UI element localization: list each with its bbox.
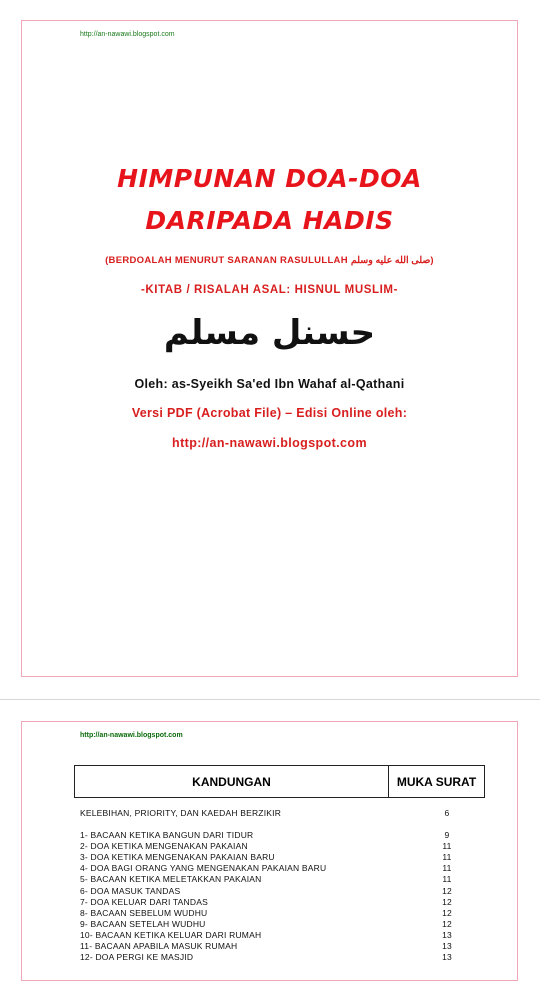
toc-row-label: 6- DOA MASUK TANDAS [80,886,181,896]
toc-row-page: 12 [442,886,452,896]
blog-url-link[interactable]: http://an-nawawi.blogspot.com [172,436,367,450]
toc-row-page: 11 [442,852,452,862]
toc-row-label: 10- BACAAN KETIKA KELUAR DARI RUMAH [80,930,262,940]
toc-row-page: 6 [444,808,450,818]
page-separator [0,699,540,700]
document-page-1 [21,20,518,677]
document-page-2 [21,721,518,981]
toc-row-label: 5- BACAAN KETIKA MELETAKKAN PAKAIAN [80,874,262,884]
toc-row-label: 7- DOA KELUAR DARI TANDAS [80,897,208,907]
toc-row-page: 11 [442,841,452,851]
toc-row-label: 1- BACAAN KETIKA BANGUN DARI TIDUR [80,830,254,840]
toc-row-page: 12 [442,908,452,918]
toc-row-page: 11 [442,863,452,873]
toc-row-page: 12 [442,919,452,929]
toc-row-label: 12- DOA PERGI KE MASJID [80,952,194,962]
toc-row-label: KELEBIHAN, PRIORITY, DAN KAEDAH BERZIKIR [80,808,282,818]
header-url[interactable]: http://an-nawawi.blogspot.com [80,31,175,38]
toc-row-page: 11 [442,874,452,884]
header-url[interactable]: http://an-nawawi.blogspot.com [80,732,183,739]
author-line: Oleh: as-Syeikh Sa'ed Ibn Wahaf al-Qathani [134,377,405,391]
title-line-1: HIMPUNAN DOA-DOA [117,164,422,193]
subtitle: (BERDOALAH MENURUT SARANAN RASULULLAH صلى الله عليه وسلم) [105,255,434,266]
toc-title: KANDUNGAN [75,766,389,797]
toc-row-page: 13 [442,952,452,962]
toc-row-label: 2- DOA KETIKA MENGENAKAN PAKAIAN [80,841,248,851]
toc-row-label: 8- BACAAN SEBELUM WUDHU [80,908,208,918]
toc-header [74,765,485,798]
arabic-title: حسنل مسلم [163,313,376,353]
toc-row-label: 4- DOA BAGI ORANG YANG MENGENAKAN PAKAIAN BARU [80,863,327,873]
toc-row-label: 3- DOA KETIKA MENGENAKAN PAKAIAN BARU [80,852,275,862]
toc-row-label: 11- BACAAN APABILA MASUK RUMAH [80,941,238,951]
title-line-2: DARIPADA HADIS [145,206,394,235]
toc-page-header: MUKA SURAT [396,774,477,789]
toc-row-page: 9 [444,830,450,840]
toc-row-page: 12 [442,897,452,907]
toc-row-page: 13 [442,930,452,940]
toc-row-page: 13 [442,941,452,951]
kitab-line: -KITAB / RISALAH ASAL: HISNUL MUSLIM- [140,284,399,296]
toc-row-label: 9- BACAAN SETELAH WUDHU [80,919,206,929]
version-line: Versi PDF (Acrobat File) – Edisi Online oleh: [131,406,408,420]
